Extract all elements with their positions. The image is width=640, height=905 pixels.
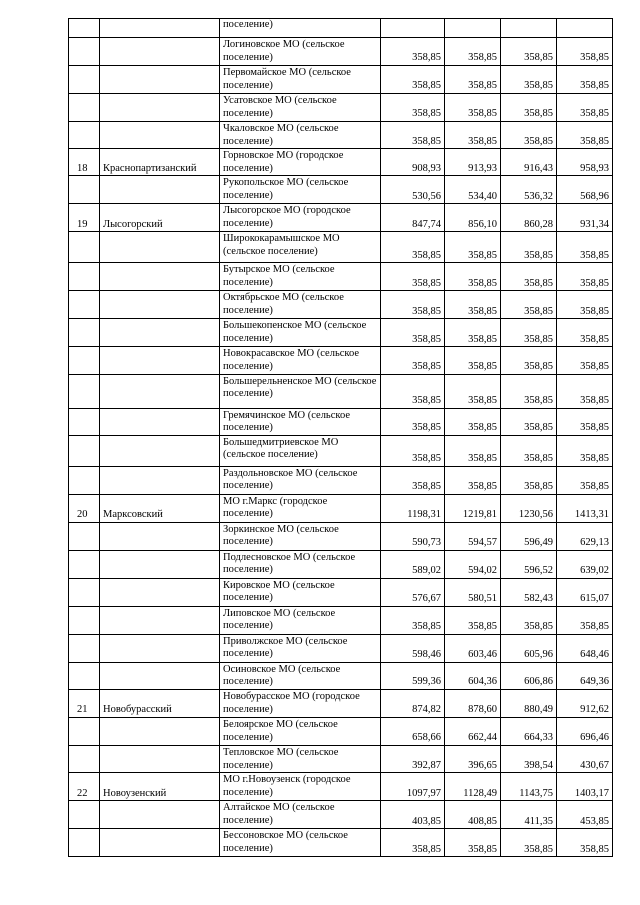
value-col-4: 358,85 (557, 94, 613, 122)
municipality-name: Лысогорское МО (городское поселение) (220, 204, 381, 232)
value-col-2: 358,85 (445, 38, 501, 66)
table-row (69, 466, 613, 494)
value-col-4: 358,85 (557, 829, 613, 857)
value-col-2: 358,85 (445, 435, 501, 466)
district-name (100, 662, 220, 689)
municipality-name: Алтайское МО (сельское поселение) (220, 801, 381, 829)
value-col-4: 615,07 (557, 578, 613, 606)
district-name (100, 466, 220, 494)
value-col-2 (445, 19, 501, 38)
table-row (69, 319, 613, 347)
district-name (100, 435, 220, 466)
value-col-1: 658,66 (381, 717, 445, 745)
district-name (100, 408, 220, 435)
value-col-4: 1413,31 (557, 494, 613, 522)
value-col-2: 358,85 (445, 263, 501, 291)
value-col-3: 664,33 (501, 717, 557, 745)
value-col-3: 358,85 (501, 606, 557, 634)
value-col-2: 408,85 (445, 801, 501, 829)
table-row (69, 829, 613, 857)
value-col-3: 536,32 (501, 176, 557, 204)
table-row (69, 550, 613, 578)
value-col-3: 358,85 (501, 347, 557, 374)
row-number (69, 522, 100, 550)
value-col-3: 358,85 (501, 291, 557, 319)
value-col-4: 358,85 (557, 38, 613, 66)
value-col-2: 358,85 (445, 319, 501, 347)
value-col-3: 596,49 (501, 522, 557, 550)
table-row (69, 149, 613, 176)
row-number (69, 466, 100, 494)
table-row (69, 578, 613, 606)
value-col-2: 1128,49 (445, 773, 501, 801)
value-col-4: 453,85 (557, 801, 613, 829)
value-col-2: 878,60 (445, 689, 501, 717)
value-col-2: 358,85 (445, 94, 501, 122)
value-col-4: 358,85 (557, 122, 613, 149)
value-col-3: 1143,75 (501, 773, 557, 801)
district-name (100, 19, 220, 38)
value-col-4: 358,85 (557, 232, 613, 263)
table-row (69, 801, 613, 829)
value-col-4: 958,93 (557, 149, 613, 176)
district-name (100, 122, 220, 149)
municipality-name: Большедмитриевское МО (сельское поселение) (220, 435, 381, 466)
row-number: 22 (69, 773, 100, 801)
value-col-3: 358,85 (501, 408, 557, 435)
table-row (69, 606, 613, 634)
table-row (69, 122, 613, 149)
value-col-1 (381, 19, 445, 38)
municipality-name: Большерельненское МО (сельское поселение) (220, 374, 381, 408)
value-col-2: 604,36 (445, 662, 501, 689)
value-col-3: 358,85 (501, 232, 557, 263)
value-col-2: 358,85 (445, 232, 501, 263)
row-number (69, 374, 100, 408)
tariff-table (68, 18, 613, 857)
value-col-3: 1230,56 (501, 494, 557, 522)
value-col-4: 568,96 (557, 176, 613, 204)
municipality-name: Октябрьское МО (сельское поселение) (220, 291, 381, 319)
district-name (100, 347, 220, 374)
table-row (69, 374, 613, 408)
municipality-name: Ширококарамышское МО (сельское поселение) (220, 232, 381, 263)
value-col-1: 1198,31 (381, 494, 445, 522)
municipality-name: Осиновское МО (сельское поселение) (220, 662, 381, 689)
row-number (69, 232, 100, 263)
municipality-name: Бутырское МО (сельское поселение) (220, 263, 381, 291)
table-row (69, 66, 613, 94)
table-row (69, 662, 613, 689)
value-col-2: 358,85 (445, 606, 501, 634)
value-col-3: 596,52 (501, 550, 557, 578)
municipality-name: Зоркинское МО (сельское поселение) (220, 522, 381, 550)
value-col-1: 530,56 (381, 176, 445, 204)
row-number (69, 829, 100, 857)
district-name: Новобурасский (100, 689, 220, 717)
value-col-2: 358,85 (445, 408, 501, 435)
value-col-4: 648,46 (557, 634, 613, 662)
value-col-4 (557, 19, 613, 38)
table-row (69, 176, 613, 204)
value-col-2: 358,85 (445, 66, 501, 94)
value-col-4: 912,62 (557, 689, 613, 717)
value-col-4: 358,85 (557, 66, 613, 94)
value-col-1: 392,87 (381, 745, 445, 772)
district-name: Марксовский (100, 494, 220, 522)
table-row (69, 494, 613, 522)
value-col-3: 358,85 (501, 122, 557, 149)
table-row (69, 773, 613, 801)
table-row (69, 689, 613, 717)
district-name (100, 319, 220, 347)
row-number: 21 (69, 689, 100, 717)
value-col-1: 358,85 (381, 263, 445, 291)
district-name (100, 522, 220, 550)
row-number: 18 (69, 149, 100, 176)
table-row (69, 94, 613, 122)
row-number (69, 408, 100, 435)
municipality-name: Гремячинское МО (сельское поселение) (220, 408, 381, 435)
row-number (69, 606, 100, 634)
value-col-1: 589,02 (381, 550, 445, 578)
value-col-1: 358,85 (381, 606, 445, 634)
table-row (69, 291, 613, 319)
value-col-2: 913,93 (445, 149, 501, 176)
value-col-3: 411,35 (501, 801, 557, 829)
value-col-3: 880,49 (501, 689, 557, 717)
value-col-1: 403,85 (381, 801, 445, 829)
table-row (69, 204, 613, 232)
table-row (69, 717, 613, 745)
value-col-3: 916,43 (501, 149, 557, 176)
value-col-1: 358,85 (381, 374, 445, 408)
row-number (69, 550, 100, 578)
district-name (100, 829, 220, 857)
value-col-2: 603,46 (445, 634, 501, 662)
value-col-1: 358,85 (381, 466, 445, 494)
district-name (100, 176, 220, 204)
value-col-4: 358,85 (557, 263, 613, 291)
municipality-name: Кировское МО (сельское поселение) (220, 578, 381, 606)
row-number (69, 435, 100, 466)
municipality-name: МО г.Новоузенск (городское поселение) (220, 773, 381, 801)
value-col-1: 874,82 (381, 689, 445, 717)
district-name (100, 374, 220, 408)
district-name (100, 801, 220, 829)
table-row (69, 347, 613, 374)
row-number (69, 347, 100, 374)
district-name (100, 263, 220, 291)
value-col-3: 358,85 (501, 435, 557, 466)
value-col-3: 358,85 (501, 466, 557, 494)
row-number (69, 263, 100, 291)
row-number (69, 19, 100, 38)
district-name (100, 606, 220, 634)
municipality-name: Раздольновское МО (сельское поселение) (220, 466, 381, 494)
municipality-name: Чкаловское МО (сельское поселение) (220, 122, 381, 149)
municipality-name: Тепловское МО (сельское поселение) (220, 745, 381, 772)
row-number (69, 176, 100, 204)
municipality-name: Приволжское МО (сельское поселение) (220, 634, 381, 662)
value-col-3: 358,85 (501, 374, 557, 408)
value-col-1: 358,85 (381, 232, 445, 263)
table-row (69, 408, 613, 435)
value-col-4: 1403,17 (557, 773, 613, 801)
value-col-4: 649,36 (557, 662, 613, 689)
value-col-1: 847,74 (381, 204, 445, 232)
municipality-name: Бессоновское МО (сельское поселение) (220, 829, 381, 857)
value-col-4: 639,02 (557, 550, 613, 578)
municipality-name: МО г.Маркс (городское поселение) (220, 494, 381, 522)
value-col-1: 598,46 (381, 634, 445, 662)
value-col-4: 358,85 (557, 374, 613, 408)
value-col-2: 594,02 (445, 550, 501, 578)
value-col-3: 358,85 (501, 829, 557, 857)
value-col-3: 398,54 (501, 745, 557, 772)
value-col-2: 396,65 (445, 745, 501, 772)
value-col-4: 430,67 (557, 745, 613, 772)
value-col-2: 358,85 (445, 829, 501, 857)
value-col-4: 629,13 (557, 522, 613, 550)
value-col-4: 358,85 (557, 435, 613, 466)
value-col-1: 908,93 (381, 149, 445, 176)
table-row (69, 38, 613, 66)
value-col-3: 358,85 (501, 38, 557, 66)
value-col-3: 860,28 (501, 204, 557, 232)
row-number (69, 801, 100, 829)
row-number (69, 291, 100, 319)
value-col-3: 605,96 (501, 634, 557, 662)
row-number (69, 578, 100, 606)
municipality-name: Подлесновское МО (сельское поселение) (220, 550, 381, 578)
district-name: Лысогорский (100, 204, 220, 232)
value-col-4: 358,85 (557, 408, 613, 435)
value-col-1: 599,36 (381, 662, 445, 689)
row-number (69, 66, 100, 94)
row-number: 20 (69, 494, 100, 522)
value-col-1: 576,67 (381, 578, 445, 606)
value-col-2: 358,85 (445, 122, 501, 149)
value-col-2: 358,85 (445, 347, 501, 374)
district-name: Краснопартизанский (100, 149, 220, 176)
row-number (69, 94, 100, 122)
value-col-4: 358,85 (557, 291, 613, 319)
value-col-1: 590,73 (381, 522, 445, 550)
value-col-4: 931,34 (557, 204, 613, 232)
table-row (69, 263, 613, 291)
district-name (100, 717, 220, 745)
value-col-1: 358,85 (381, 94, 445, 122)
table-row (69, 435, 613, 466)
value-col-4: 358,85 (557, 606, 613, 634)
value-col-3 (501, 19, 557, 38)
value-col-3: 606,86 (501, 662, 557, 689)
district-name (100, 550, 220, 578)
value-col-2: 1219,81 (445, 494, 501, 522)
row-number (69, 662, 100, 689)
value-col-1: 358,85 (381, 122, 445, 149)
value-col-1: 358,85 (381, 408, 445, 435)
value-col-1: 358,85 (381, 66, 445, 94)
value-col-2: 662,44 (445, 717, 501, 745)
district-name (100, 94, 220, 122)
municipality-name: Горновское МО (городское поселение) (220, 149, 381, 176)
value-col-2: 856,10 (445, 204, 501, 232)
district-name: Новоузенский (100, 773, 220, 801)
row-number (69, 717, 100, 745)
municipality-name: Новокрасавское МО (сельское поселение) (220, 347, 381, 374)
row-number (69, 745, 100, 772)
value-col-3: 582,43 (501, 578, 557, 606)
table-row (69, 634, 613, 662)
table-row (69, 19, 613, 38)
value-col-3: 358,85 (501, 66, 557, 94)
district-name (100, 578, 220, 606)
value-col-4: 358,85 (557, 319, 613, 347)
value-col-1: 358,85 (381, 291, 445, 319)
row-number: 19 (69, 204, 100, 232)
district-name (100, 634, 220, 662)
value-col-2: 358,85 (445, 291, 501, 319)
municipality-name: Логиновское МО (сельское поселение) (220, 38, 381, 66)
value-col-1: 1097,97 (381, 773, 445, 801)
municipality-name: Новобурасское МО (городское поселение) (220, 689, 381, 717)
table-row (69, 745, 613, 772)
value-col-2: 358,85 (445, 374, 501, 408)
district-name (100, 232, 220, 263)
value-col-1: 358,85 (381, 829, 445, 857)
municipality-name: Большекопенское МО (сельское поселение) (220, 319, 381, 347)
district-name (100, 38, 220, 66)
district-name (100, 745, 220, 772)
district-name (100, 291, 220, 319)
table-row (69, 522, 613, 550)
value-col-1: 358,85 (381, 319, 445, 347)
value-col-3: 358,85 (501, 263, 557, 291)
value-col-4: 358,85 (557, 466, 613, 494)
value-col-3: 358,85 (501, 94, 557, 122)
value-col-2: 580,51 (445, 578, 501, 606)
value-col-1: 358,85 (381, 347, 445, 374)
municipality-name: Усатовское МО (сельское поселение) (220, 94, 381, 122)
value-col-2: 594,57 (445, 522, 501, 550)
value-col-1: 358,85 (381, 435, 445, 466)
municipality-name: Первомайское МО (сельское поселение) (220, 66, 381, 94)
value-col-2: 358,85 (445, 466, 501, 494)
value-col-4: 696,46 (557, 717, 613, 745)
municipality-name: Белоярское МО (сельское поселение) (220, 717, 381, 745)
municipality-name: Рукопольское МО (сельское поселение) (220, 176, 381, 204)
row-number (69, 122, 100, 149)
row-number (69, 319, 100, 347)
municipality-name: поселение) (220, 19, 381, 38)
value-col-1: 358,85 (381, 38, 445, 66)
district-name (100, 66, 220, 94)
municipality-name: Липовское МО (сельское поселение) (220, 606, 381, 634)
value-col-2: 534,40 (445, 176, 501, 204)
value-col-4: 358,85 (557, 347, 613, 374)
row-number (69, 38, 100, 66)
table-row (69, 232, 613, 263)
value-col-3: 358,85 (501, 319, 557, 347)
row-number (69, 634, 100, 662)
